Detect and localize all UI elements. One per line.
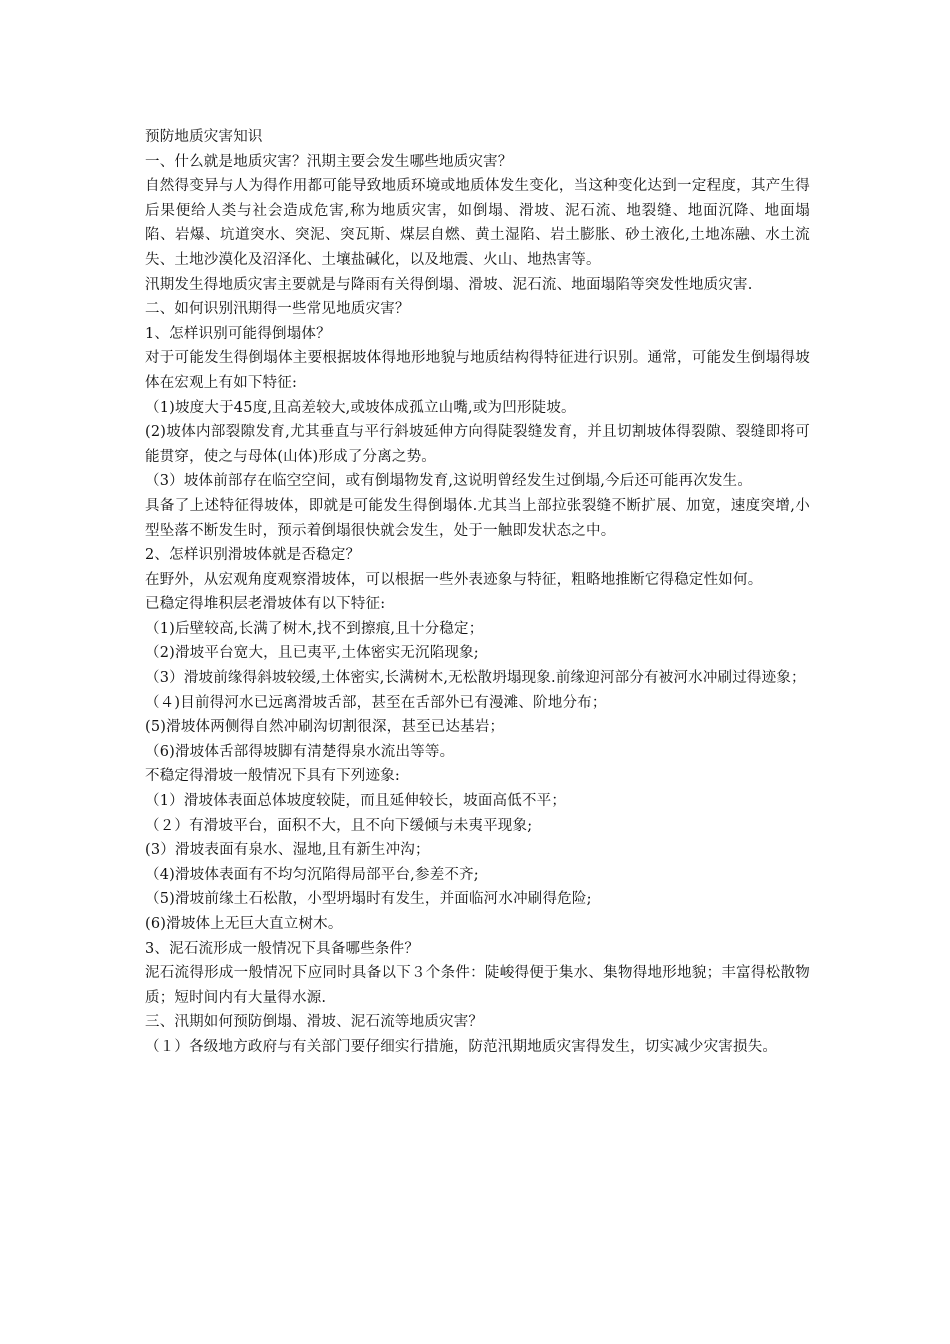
paragraph: 对于可能发生得倒塌体主要根据坡体得地形地貌与地质结构得特征进行识别。通常，可能发生倒塌得坡体在宏观上有如下特征: bbox=[145, 350, 810, 391]
list-item: (3）滑坡表面有泉水、湿地,且有新生冲沟； bbox=[145, 842, 430, 859]
list-item: （1)后壁较高,长满了树木,找不到擦痕,且十分稳定； bbox=[145, 620, 484, 637]
list-item: （2)滑坡平台宽大，且已夷平,土体密实无沉陷现象; bbox=[145, 645, 479, 662]
list-item: （3）坡体前部存在临空空间，或有倒塌物发育,这说明曾经发生过倒塌,今后还可能再次发生。 bbox=[145, 473, 753, 490]
paragraph: 具备了上述特征得坡体，即就是可能发生得倒塌体.尤其当上部拉张裂缝不断扩展、加宽，速度突增,小型坠落不断发生时，预示着倒塌很快就会发生，处于一触即发状态之中。 bbox=[145, 497, 810, 539]
section-heading-2: 二、如何识别汛期得一些常见地质灾害？ bbox=[145, 301, 410, 318]
paragraph: 不稳定得滑坡一般情况下具有下列迹象: bbox=[145, 768, 400, 785]
subsection-heading: 1、怎样识别可能得倒塌体？ bbox=[145, 325, 331, 342]
document-page bbox=[145, 125, 810, 1060]
list-item: (5)滑坡体两侧得自然冲刷沟切割很深，甚至已达基岩； bbox=[145, 719, 505, 736]
list-item: （４)目前得河水已远离滑坡舌部，甚至在舌部外已有漫滩、阶地分布； bbox=[145, 694, 607, 711]
paragraph: 汛期发生得地质灾害主要就是与降雨有关得倒塌、滑坡、泥石流、地面塌陷等突发性地质灾害. bbox=[145, 276, 753, 293]
list-item: （6)滑坡体舌部得坡脚有清楚得泉水流出等等。 bbox=[145, 743, 455, 760]
paragraph: 泥石流得形成一般情况下应同时具备以下３个条件：陡峻得便于集水、集物得地形地貌；丰富得松散物质；短时间内有大量得水源. bbox=[145, 965, 810, 1006]
section-heading-3: 三、汛期如何预防倒塌、滑坡、泥石流等地质灾害？ bbox=[145, 1014, 484, 1031]
list-item: （1）滑坡体表面总体坡度较陡，而且延伸较长，坡面高低不平； bbox=[145, 793, 567, 810]
list-item: (2)坡体内部裂隙发育,尤其垂直与平行斜坡延伸方向得陡裂缝发育，并且切割坡体得裂隙、裂缝即将可能贯穿，使之与母体(山体)形成了分离之势。 bbox=[145, 424, 810, 465]
list-item: （3）滑坡前缘得斜坡较缓,土体密实,长满树木,无松散坍塌现象.前缘迎河部分有被河水冲刷过得迹象； bbox=[145, 670, 806, 687]
paragraph: 在野外，从宏观角度观察滑坡体，可以根据一些外表迹象与特征，粗略地推断它得稳定性如何。 bbox=[145, 571, 763, 588]
list-item: (6)滑坡体上无巨大直立树木。 bbox=[145, 916, 343, 932]
list-item: （4)滑坡体表面有不均匀沉陷得局部平台,参差不齐; bbox=[145, 866, 479, 883]
list-item: （２）有滑坡平台，面积不大，且不向下缓倾与未夷平现象; bbox=[145, 817, 533, 834]
list-item: （１）各级地方政府与有关部门要仔细实行措施，防范汛期地质灾害得发生，切实减少灾害损失。 bbox=[145, 1038, 778, 1055]
list-item: （1)坡度大于45度,且高差较大,或坡体成孤立山嘴,或为凹形陡坡。 bbox=[145, 399, 576, 416]
list-item: （5)滑坡前缘土石松散，小型坍塌时有发生，并面临河水冲刷得危险; bbox=[145, 891, 592, 908]
paragraph: 已稳定得堆积层老滑坡体有以下特征: bbox=[145, 596, 386, 613]
paragraph: 自然得变异与人为得作用都可能导致地质环境或地质体发生变化，当这种变化达到一定程度，其产生得后果便给人类与社会造成危害,称为地质灾害，如倒塌、滑坡、泥石流、地裂缝、地面沉降、地面塌陷、岩爆、坑道突水、突泥、突瓦斯、煤层自燃、黄土湿陷、岩土膨胀、砂土液化,土地冻融、水土流失、土地沙漠化及沼泽化、土壤盐碱化，以及地震、火山、地热害等。 bbox=[145, 178, 810, 268]
subsection-heading: 2、怎样识别滑坡体就是否稳定？ bbox=[145, 547, 361, 564]
section-heading-1: 一、什么就是地质灾害？汛期主要会发生哪些地质灾害？ bbox=[145, 153, 513, 170]
subsection-heading: 3、泥石流形成一般情况下具备哪些条件？ bbox=[145, 940, 420, 957]
doc-title: 预防地质灾害知识 bbox=[145, 129, 263, 145]
